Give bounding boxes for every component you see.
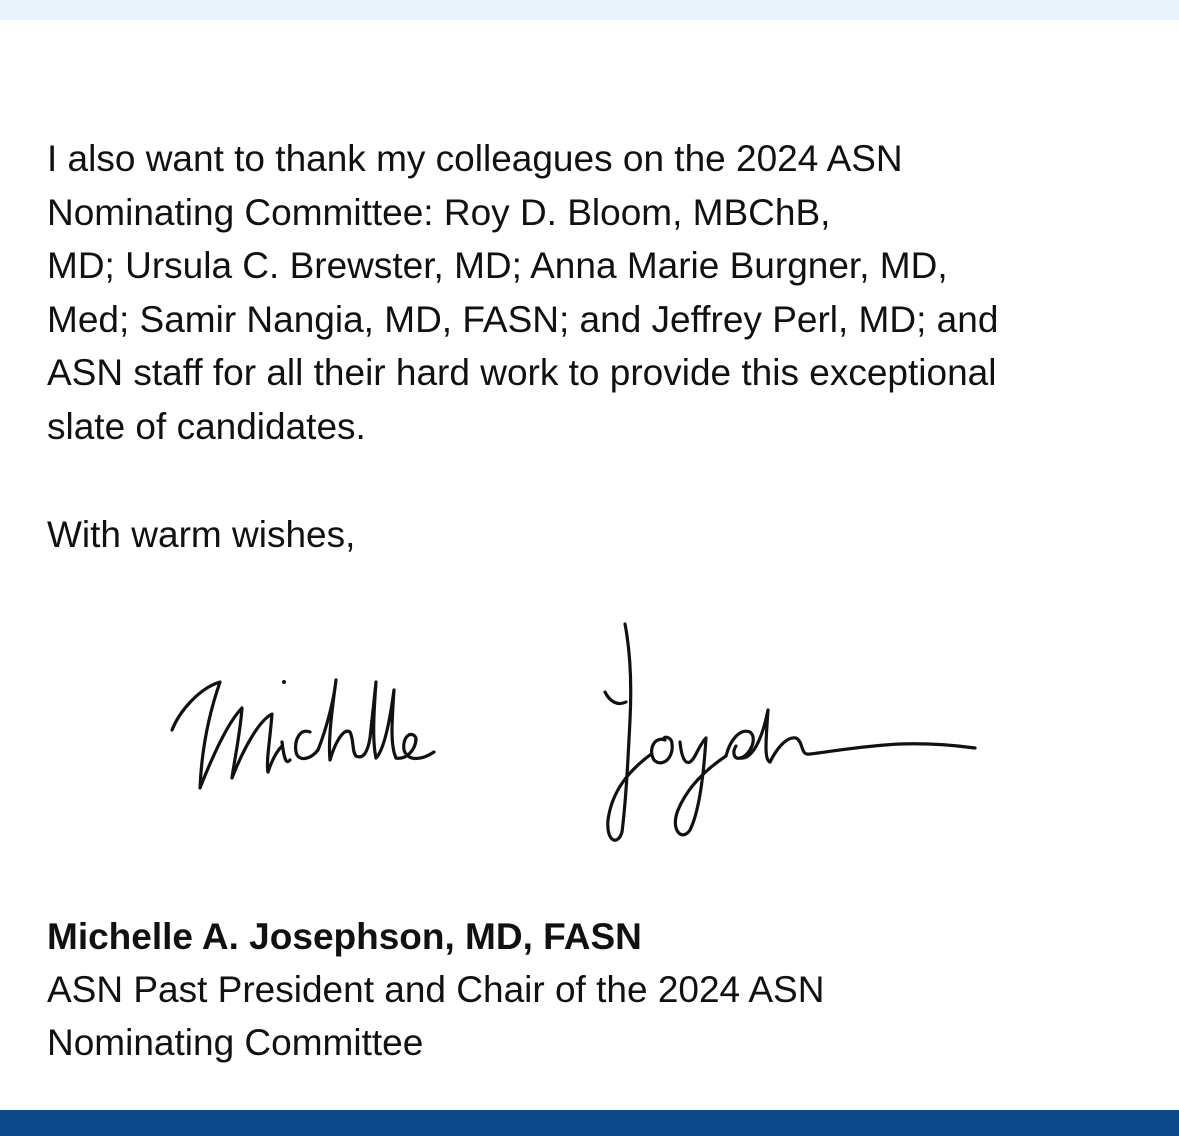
top-band (0, 0, 1179, 20)
paragraph-line: MD; Ursula C. Brewster, MD; Anna Marie Burgner, MD, (47, 245, 948, 286)
paragraph-line: ASN staff for all their hard work to provide this exceptional (47, 352, 997, 393)
paragraph-line: Nominating Committee: Roy D. Bloom, MBChB, (47, 191, 831, 233)
bottom-band (0, 1110, 1179, 1136)
paragraph-line: slate of candidates. (47, 405, 366, 447)
signatory-block (47, 910, 824, 1069)
signatory-title-line: ASN Past President and Chair of the 2024 ASN (47, 969, 825, 1010)
closing-line: With warm wishes, (47, 514, 356, 555)
handwritten-signature (160, 610, 990, 850)
paragraph-line: Med; Samir Nangia, MD, FASN; and Jeffrey Perl, MD; and (47, 298, 999, 340)
signatory-title-line: Nominating Committee (47, 1022, 424, 1063)
signatory-name: Michelle A. Josephson, MD, FASN (47, 916, 642, 957)
paragraph-line: I also want to thank my colleagues on the 2024 ASN (47, 138, 903, 179)
thanks-paragraph (47, 132, 1147, 453)
